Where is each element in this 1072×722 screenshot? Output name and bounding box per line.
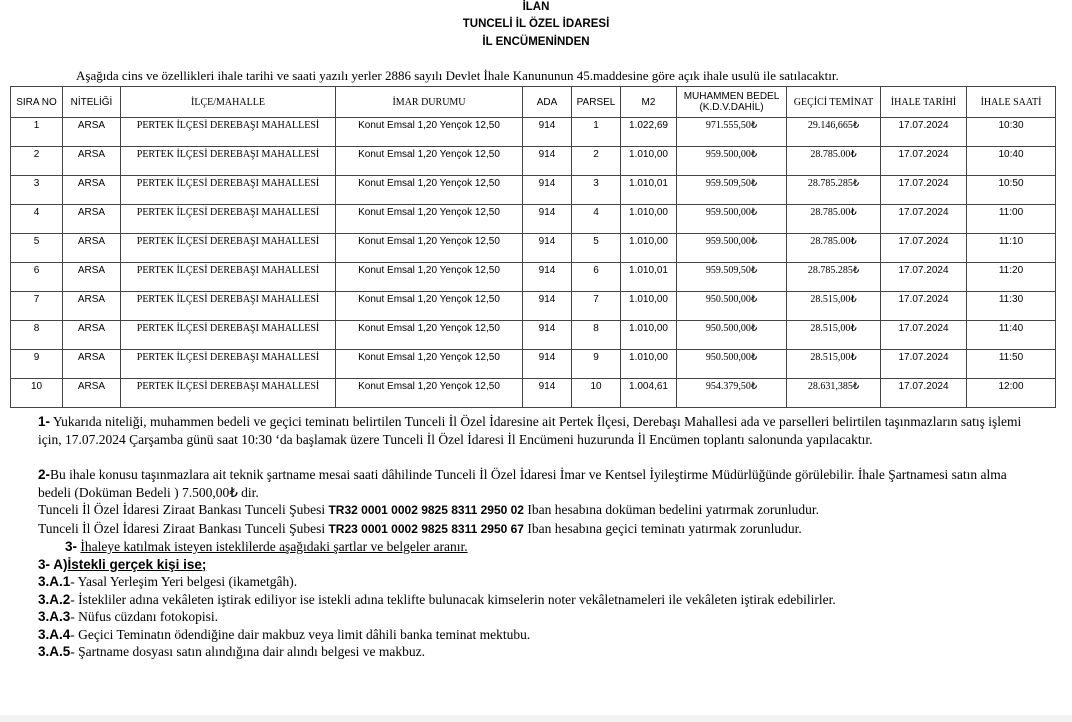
cell-tarih: 17.07.2024	[881, 321, 967, 350]
cell-ada: 914	[523, 118, 572, 147]
cell-saat: 11:00	[967, 205, 1056, 234]
cell-parsel: 8	[572, 321, 621, 350]
iban-line-suffix: Iban hesabına doküman bedelini yatırmak zorunludur.	[523, 502, 820, 517]
col-header: ADA	[523, 87, 572, 118]
cell-ilce: PERTEK İLÇESİ DEREBAŞI MAHALLESİ	[121, 118, 336, 147]
cell-m2: 1.010,01	[621, 176, 677, 205]
cell-saat: 11:40	[967, 321, 1056, 350]
cell-imar: Konut Emsal 1,20 Yençok 12,50	[336, 379, 523, 408]
iban-document-fee: TR32 0001 0002 9825 8311 2950 02	[328, 503, 524, 517]
cell-parsel: 7	[572, 292, 621, 321]
item-number: 3.A.1	[38, 574, 71, 589]
requirements-list	[38, 573, 1038, 661]
cell-parsel: 1	[572, 118, 621, 147]
item-number: 3.A.5	[38, 644, 71, 659]
cell-m2: 1.022,69	[621, 118, 677, 147]
cell-tarih: 17.07.2024	[881, 234, 967, 263]
cell-no: 1	[11, 118, 63, 147]
cell-parsel: 2	[572, 147, 621, 176]
cell-tarih: 17.07.2024	[881, 118, 967, 147]
col-header: İLÇE/MAHALLE	[121, 87, 336, 118]
col-header: GEÇİCİ TEMİNAT	[787, 87, 881, 118]
cell-ada: 914	[523, 379, 572, 408]
subsection-title: İstekli gerçek kişi ise;	[67, 556, 207, 572]
cell-teminat: 29.146,665₺	[787, 118, 881, 147]
cell-parsel: 5	[572, 234, 621, 263]
item-text: - İstekliler adına vekâleten iştirak ediliyor ise istekli adına teklifte bulunacak kimselerin noter vekâletnameleri ile vekâleten iştirak edebilirler.	[70, 591, 836, 607]
item-text: - Geçici Teminatın ödendiğine dair makbuz veya limit dâhili banka teminat mektubu.	[70, 626, 531, 642]
cell-tarih: 17.07.2024	[881, 379, 967, 408]
cell-saat: 11:10	[967, 234, 1056, 263]
col-header: MUHAMMEN BEDEL (K.D.V.DAHİL)	[677, 87, 787, 118]
col-header: NİTELİĞİ	[63, 87, 121, 118]
cell-imar: Konut Emsal 1,20 Yençok 12,50	[336, 205, 523, 234]
cell-imar: Konut Emsal 1,20 Yençok 12,50	[336, 350, 523, 379]
cell-teminat: 28.785.00₺	[787, 234, 881, 263]
cell-tarih: 17.07.2024	[881, 263, 967, 292]
cell-ilce: PERTEK İLÇESİ DEREBAŞI MAHALLESİ	[121, 292, 336, 321]
col-header: SIRA NO	[11, 87, 63, 118]
table-row	[11, 292, 1056, 321]
cell-teminat: 28.785.00₺	[787, 147, 881, 176]
cell-nitelik: ARSA	[63, 147, 121, 176]
cell-bedel: 971.555,50₺	[677, 118, 787, 147]
cell-imar: Konut Emsal 1,20 Yençok 12,50	[336, 147, 523, 176]
cell-no: 8	[11, 321, 63, 350]
cell-m2: 1.010,00	[621, 350, 677, 379]
cell-tarih: 17.07.2024	[881, 176, 967, 205]
cell-bedel: 959.500,00₺	[677, 234, 787, 263]
cell-saat: 12:00	[967, 379, 1056, 408]
section-number: 3- A)	[38, 556, 68, 572]
cell-ilce: PERTEK İLÇESİ DEREBAŞI MAHALLESİ	[121, 321, 336, 350]
cell-nitelik: ARSA	[63, 205, 121, 234]
cell-no: 7	[11, 292, 63, 321]
cell-ada: 914	[523, 263, 572, 292]
cell-no: 5	[11, 234, 63, 263]
cell-bedel: 950.500,00₺	[677, 292, 787, 321]
table-body	[11, 118, 1056, 408]
cell-imar: Konut Emsal 1,20 Yençok 12,50	[336, 292, 523, 321]
cell-bedel: 950.500,00₺	[677, 321, 787, 350]
cell-teminat: 28.785.285₺	[787, 176, 881, 205]
table-row	[11, 205, 1056, 234]
table-row	[11, 263, 1056, 292]
col-header: M2	[621, 87, 677, 118]
cell-saat: 10:50	[967, 176, 1056, 205]
cell-ilce: PERTEK İLÇESİ DEREBAŞI MAHALLESİ	[121, 205, 336, 234]
cell-imar: Konut Emsal 1,20 Yençok 12,50	[336, 234, 523, 263]
cell-ada: 914	[523, 234, 572, 263]
table-row	[11, 321, 1056, 350]
table-row	[11, 176, 1056, 205]
cell-tarih: 17.07.2024	[881, 292, 967, 321]
list-item	[38, 591, 1038, 609]
cell-no: 2	[11, 147, 63, 176]
list-item	[38, 626, 1038, 644]
iban-line-suffix: Iban hesabına geçici teminatı yatırmak zorunludur.	[523, 520, 802, 536]
cell-parsel: 4	[572, 205, 621, 234]
iban-line-prefix: Tunceli İl Özel İdaresi Ziraat Bankası Tunceli Şubesi	[38, 502, 329, 517]
cell-no: 10	[11, 379, 63, 408]
auction-table	[10, 86, 1056, 408]
cell-nitelik: ARSA	[63, 350, 121, 379]
table-row	[11, 350, 1056, 379]
cell-tarih: 17.07.2024	[881, 147, 967, 176]
table-row	[11, 234, 1056, 263]
cell-imar: Konut Emsal 1,20 Yençok 12,50	[336, 176, 523, 205]
table-row	[11, 118, 1056, 147]
cell-m2: 1.010,01	[621, 263, 677, 292]
cell-tarih: 17.07.2024	[881, 350, 967, 379]
col-header: İMAR DURUMU	[336, 87, 523, 118]
item-text: - Şartname dosyası satın alındığına dair alındı belgesi ve makbuz.	[70, 644, 425, 659]
cell-parsel: 10	[572, 379, 621, 408]
cell-no: 6	[11, 263, 63, 292]
cell-ilce: PERTEK İLÇESİ DEREBAŞI MAHALLESİ	[121, 263, 336, 292]
cell-m2: 1.010,00	[621, 321, 677, 350]
cell-m2: 1.010,00	[621, 234, 677, 263]
cell-ilce: PERTEK İLÇESİ DEREBAŞI MAHALLESİ	[121, 176, 336, 205]
council-title: İL ENCÜMENİNDEN	[482, 36, 590, 48]
cell-nitelik: ARSA	[63, 118, 121, 147]
table-row	[11, 379, 1056, 408]
section-number: 3-	[65, 539, 78, 554]
cell-nitelik: ARSA	[63, 379, 121, 408]
cell-imar: Konut Emsal 1,20 Yençok 12,50	[336, 321, 523, 350]
cell-ilce: PERTEK İLÇESİ DEREBAŞI MAHALLESİ	[121, 350, 336, 379]
cell-imar: Konut Emsal 1,20 Yençok 12,50	[336, 263, 523, 292]
cell-teminat: 28.631,385₺	[787, 379, 881, 408]
section-number: 2-	[38, 467, 51, 482]
cell-teminat: 28.785.00₺	[787, 205, 881, 234]
section-2	[38, 466, 1038, 661]
cell-teminat: 28.515,00₺	[787, 350, 881, 379]
cell-nitelik: ARSA	[63, 292, 121, 321]
cell-nitelik: ARSA	[63, 234, 121, 263]
list-item	[38, 573, 1038, 591]
cell-no: 4	[11, 205, 63, 234]
cell-ada: 914	[523, 205, 572, 234]
cell-no: 3	[11, 176, 63, 205]
cell-bedel: 959.509,50₺	[677, 263, 787, 292]
list-item	[38, 608, 1038, 626]
intro-text: Aşağıda cins ve özellikleri ihale tarihi ve saati yazılı yerler 2886 sayılı Devlet İhale Kanununun 45.maddesine göre açık ihale usulü ile satılacaktır.	[76, 68, 839, 83]
cell-m2: 1.010,00	[621, 205, 677, 234]
iban-guarantee: TR23 0001 0002 9825 8311 2950 67	[328, 521, 524, 536]
cell-bedel: 950.500,00₺	[677, 350, 787, 379]
cell-teminat: 28.515,00₺	[787, 292, 881, 321]
cell-bedel: 954.379,50₺	[677, 379, 787, 408]
cell-teminat: 28.785.285₺	[787, 263, 881, 292]
cell-parsel: 6	[572, 263, 621, 292]
cell-ada: 914	[523, 176, 572, 205]
cell-ilce: PERTEK İLÇESİ DEREBAŞI MAHALLESİ	[121, 147, 336, 176]
cell-saat: 10:40	[967, 147, 1056, 176]
cell-saat: 11:30	[967, 292, 1056, 321]
cell-saat: 11:20	[967, 263, 1056, 292]
cell-imar: Konut Emsal 1,20 Yençok 12,50	[336, 118, 523, 147]
cell-parsel: 3	[572, 176, 621, 205]
item-text: - Yasal Yerleşim Yeri belgesi (ikametgâh).	[70, 574, 298, 589]
cell-teminat: 28.515,00₺	[787, 321, 881, 350]
cell-saat: 11:50	[967, 350, 1056, 379]
iban-line-prefix: Tunceli İl Özel İdaresi Ziraat Bankası Tunceli Şubesi	[38, 520, 329, 536]
cell-tarih: 17.07.2024	[881, 205, 967, 234]
cell-m2: 1.004,61	[621, 379, 677, 408]
cell-ada: 914	[523, 292, 572, 321]
item-number: 3.A.2	[38, 591, 71, 607]
section-1	[38, 413, 1038, 448]
cell-ada: 914	[523, 321, 572, 350]
cell-m2: 1.010,00	[621, 292, 677, 321]
cell-bedel: 959.500,00₺	[677, 205, 787, 234]
cell-ada: 914	[523, 147, 572, 176]
announcement-title: İLAN	[522, 1, 550, 13]
cell-saat: 10:30	[967, 118, 1056, 147]
cell-parsel: 9	[572, 350, 621, 379]
page-bottom-edge	[0, 715, 1072, 722]
col-header: İHALE TARİHİ	[881, 87, 967, 118]
institution-title: TUNCELİ İL ÖZEL İDARESİ	[462, 18, 610, 30]
section-text: Bu ihale konusu taşınmazlara ait teknik şartname mesai saati dâhilinde Tunceli İl Özel İdaresi İmar ve Kentsel İyileştirme Müdürlüğünde görülebilir. İhale Şartnamesi satın alma bedeli (Doküman Bedeli ) 7.500,00₺ dir.	[38, 467, 1007, 500]
item-number: 3.A.3	[38, 609, 71, 624]
cell-ada: 914	[523, 350, 572, 379]
cell-m2: 1.010,00	[621, 147, 677, 176]
cell-bedel: 959.509,50₺	[677, 176, 787, 205]
section-text: Yukarıda niteliği, muhammen bedeli ve geçici teminatı belirtilen Tunceli İl Özel İdaresine ait Pertek İlçesi, Derebaşı Mahallesi ada ve parselleri belirtilen taşınmazların satış işlemi için, 17.07.2024 Çarşamba günü saat 10:30 ‘da başlamak üzere Tunceli İl Özel İdaresi İl Encümeni huzurunda İl Encümen toplantı salonunda yapılacaktır.	[38, 414, 1022, 447]
section-text: İhaleye katılmak isteyen isteklilerde aşağıdaki şartlar ve belgeler aranır.	[80, 539, 468, 554]
cell-nitelik: ARSA	[63, 321, 121, 350]
cell-bedel: 959.500,00₺	[677, 147, 787, 176]
list-item	[38, 643, 1038, 661]
cell-nitelik: ARSA	[63, 263, 121, 292]
cell-no: 9	[11, 350, 63, 379]
cell-ilce: PERTEK İLÇESİ DEREBAŞI MAHALLESİ	[121, 379, 336, 408]
table-header-row	[11, 87, 1056, 118]
col-header: İHALE SAATİ	[967, 87, 1056, 118]
col-header: PARSEL	[572, 87, 621, 118]
section-number: 1-	[38, 414, 51, 429]
item-text: - Nüfus cüzdanı fotokopisi.	[70, 609, 219, 624]
cell-nitelik: ARSA	[63, 176, 121, 205]
item-number: 3.A.4	[38, 626, 71, 642]
cell-ilce: PERTEK İLÇESİ DEREBAŞI MAHALLESİ	[121, 234, 336, 263]
table-row	[11, 147, 1056, 176]
